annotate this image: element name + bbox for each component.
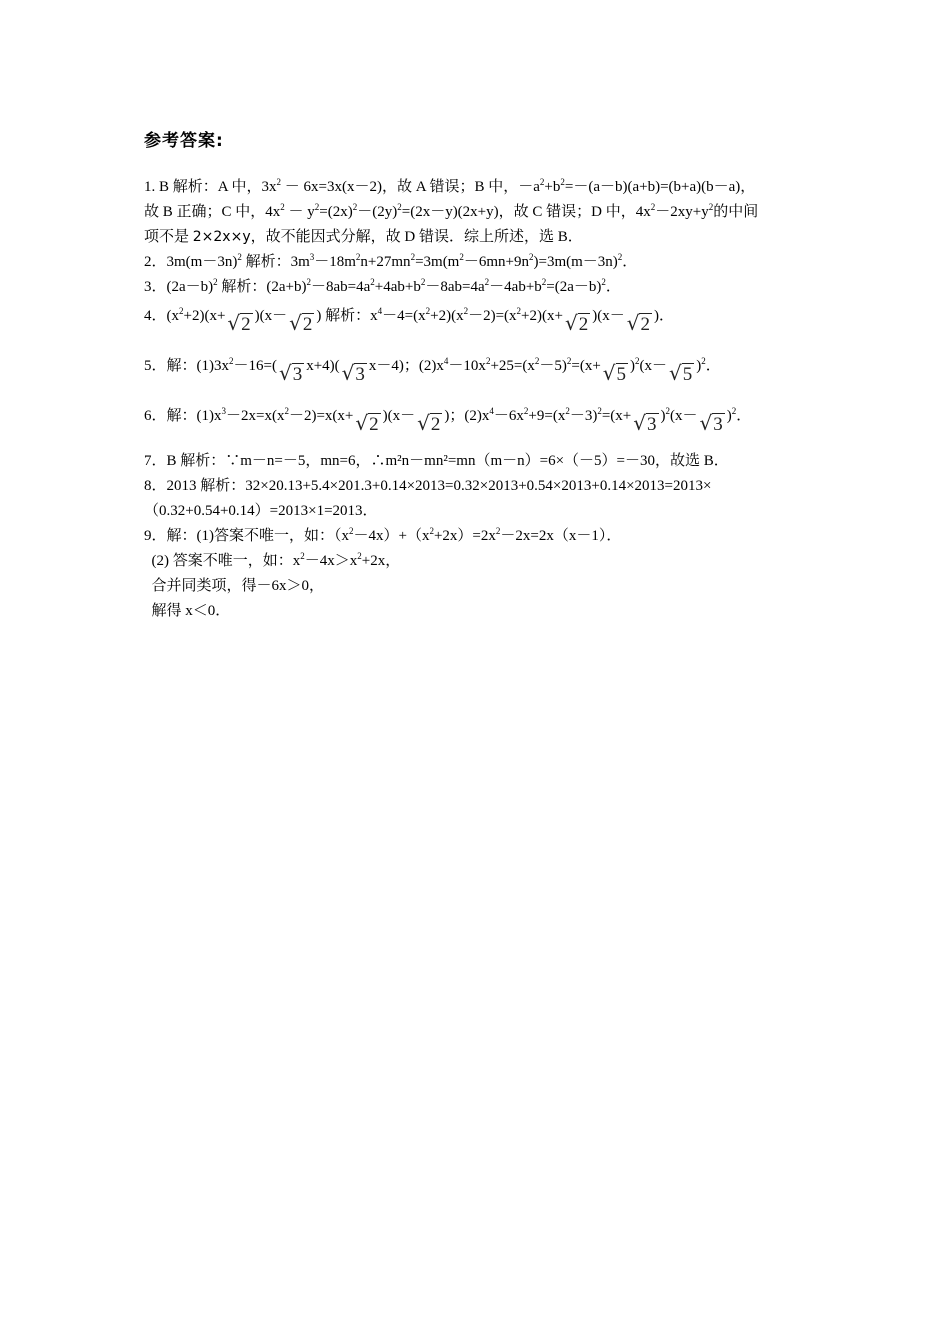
- exponent: 2: [284, 406, 289, 416]
- exponent: 2: [410, 252, 416, 262]
- exponent: 2: [314, 202, 320, 212]
- radicand: 2: [241, 314, 251, 335]
- text: ．: [736, 408, 752, 424]
- text: +25=(x: [490, 358, 535, 374]
- text: ): [696, 358, 702, 374]
- exponent: 3: [309, 252, 315, 262]
- radical-sign: √: [626, 311, 640, 335]
- text: =(x+: [571, 358, 601, 374]
- sqrt-3-icon: [342, 363, 367, 385]
- exponent: 2: [352, 202, 358, 212]
- text: 2．3m(m－3n): [144, 254, 238, 270]
- text: =－(a－b)(a+b)=(b+a)(b－a)，: [564, 179, 756, 195]
- text: －4=(x: [382, 308, 426, 324]
- text: 项不是: [144, 229, 193, 245]
- radical-sign: √: [564, 311, 578, 335]
- text: －8ab=4a: [425, 279, 485, 295]
- exponent: 2: [529, 252, 534, 262]
- exponent: 2: [665, 406, 670, 416]
- text: －5): [539, 358, 567, 374]
- answer-4: [144, 303, 674, 335]
- answer-6: [144, 403, 752, 435]
- text: 4．(x: [144, 308, 179, 324]
- text: ): [726, 408, 732, 424]
- exponent: 2: [429, 526, 434, 536]
- radicand: 5: [682, 364, 693, 385]
- text: )；(2)x: [444, 408, 490, 424]
- answer-8-line-2: （0.32+0.54+0.14）=2013×1=2013．: [144, 503, 378, 519]
- sqrt-2-icon: [355, 413, 380, 435]
- exponent: 2: [516, 306, 522, 316]
- radicand: 2: [640, 314, 650, 335]
- exponent: 2: [357, 551, 362, 561]
- exponent: 2: [495, 526, 501, 536]
- exponent: 2: [731, 406, 737, 416]
- text: － 6x=3x(x－2)，故 A 错误；B 中，－a: [281, 179, 540, 195]
- text: －8ab=4a: [311, 279, 371, 295]
- text: +b: [544, 179, 561, 195]
- text: ．: [705, 358, 721, 374]
- answer-9-step-1: 合并同类项，得－6x＞0，: [144, 578, 325, 594]
- exponent: 2: [708, 202, 714, 212]
- text: x+4)(: [306, 358, 340, 374]
- text: － y: [284, 204, 315, 220]
- sqrt-5-icon: [603, 363, 628, 385]
- radical-sign: √: [602, 361, 616, 385]
- radical-sign: √: [355, 411, 369, 435]
- sqrt-2-icon: [627, 313, 652, 335]
- answer-9-part-1: [144, 526, 621, 546]
- text: +4ab+b: [374, 279, 421, 295]
- text: ．: [622, 254, 638, 270]
- sqrt-2-icon: [227, 313, 252, 335]
- text: )(x－: [592, 308, 625, 324]
- answer-1-line-3: [144, 227, 583, 247]
- sqrt-5-icon: [669, 363, 694, 385]
- radical-sign: √: [669, 361, 682, 385]
- text: －6x: [493, 408, 524, 424]
- radical-sign: √: [289, 311, 302, 335]
- exponent: 4: [489, 406, 494, 416]
- exponent: 2: [484, 277, 490, 287]
- exponent: 2: [523, 406, 529, 416]
- text: x－4)；(2)x: [368, 358, 444, 374]
- text: －4x）+（x: [353, 528, 430, 544]
- radicand: 2: [302, 314, 313, 335]
- text: )=3m(m－3n): [533, 254, 618, 270]
- radicand: 3: [355, 364, 365, 385]
- text: ): [630, 358, 636, 374]
- exponent: 2: [597, 406, 602, 416]
- text: －2x=x(x: [226, 408, 285, 424]
- text: +2)(x: [430, 308, 464, 324]
- exponent: 2: [349, 526, 354, 536]
- exponent: 2: [617, 252, 623, 262]
- radicand: 3: [647, 414, 657, 435]
- radicand: 3: [292, 364, 303, 385]
- exponent: 2: [420, 277, 426, 287]
- text: 故 B 正确；C 中，4x: [144, 204, 281, 220]
- text: 5．解：(1)3x: [144, 358, 229, 374]
- text: 3．(2a－b): [144, 279, 214, 295]
- exponent: 2: [280, 202, 285, 212]
- page-title: 参考答案:: [144, 131, 224, 151]
- text: ) 解析：x: [316, 308, 378, 324]
- exponent: 2: [229, 356, 234, 366]
- exponent: 2: [701, 356, 706, 366]
- answer-1-line-2: [144, 202, 758, 222]
- text: =(2a－b): [546, 279, 602, 295]
- exponent: 2: [300, 551, 305, 561]
- exponent: 2: [566, 356, 572, 366]
- text: 9．解：(1)答案不唯一，如：（x: [144, 528, 349, 544]
- radical-sign: √: [341, 361, 355, 385]
- text: 的中间: [713, 204, 759, 220]
- answer-1-line-1: [144, 177, 755, 197]
- text: =(x+: [601, 408, 632, 424]
- text: 2×2x×y: [192, 229, 251, 245]
- exponent: 2: [539, 177, 545, 187]
- sqrt-2-icon: [289, 313, 314, 335]
- text: 解析：3m: [241, 254, 310, 270]
- exponent: 2: [635, 356, 640, 366]
- exponent: 2: [179, 306, 184, 316]
- radical-sign: √: [699, 411, 713, 435]
- radical-sign: √: [278, 361, 292, 385]
- text: =(2x): [319, 204, 353, 220]
- answer-3: [144, 277, 621, 297]
- exponent: 2: [370, 277, 375, 287]
- radicand: 3: [713, 414, 723, 435]
- text: 解析：(2a+b): [217, 279, 307, 295]
- exponent: 3: [221, 406, 226, 416]
- answer-2: [144, 252, 637, 272]
- text: 1. B 解析：A 中，3x: [144, 179, 277, 195]
- text: +2x）=2x: [433, 528, 496, 544]
- exponent: 2: [601, 277, 606, 287]
- text: －4ab+b: [489, 279, 542, 295]
- sqrt-3-icon: [633, 413, 658, 435]
- text: ，故不能因式分解，故 D 错误．综上所述，选 B．: [250, 229, 583, 245]
- text: (x－: [670, 408, 698, 424]
- answer-7: 7．B 解析：∵m－n=－5，mn=6，∴m²n－mn²=mn（m－n）=6×（－5）=－30，故选 B．: [144, 453, 729, 469]
- radicand: 2: [430, 414, 441, 435]
- text: －3): [569, 408, 598, 424]
- exponent: 2: [485, 356, 491, 366]
- text: －2xy+y: [655, 204, 709, 220]
- text: 6．解：(1)x: [144, 408, 222, 424]
- text: －2)=(x: [468, 308, 517, 324]
- text: －6mn+9n: [463, 254, 529, 270]
- answer-9-step-2: 解得 x＜0．: [144, 603, 231, 619]
- exponent: 4: [443, 356, 449, 366]
- exponent: 2: [213, 277, 218, 287]
- exponent: 2: [355, 252, 361, 262]
- text: －2x=2x（x－1）．: [500, 528, 622, 544]
- sqrt-2-icon: [565, 313, 590, 335]
- text: =3m(m: [415, 254, 460, 270]
- text: ．: [605, 279, 621, 295]
- exponent: 2: [650, 202, 656, 212]
- exponent: 2: [425, 306, 431, 316]
- exponent: 2: [276, 177, 282, 187]
- text: (x－: [639, 358, 668, 374]
- text: )(x－: [254, 308, 288, 324]
- exponent: 2: [459, 252, 464, 262]
- exponent: 2: [541, 277, 547, 287]
- exponent: 2: [463, 306, 469, 316]
- text: )．: [653, 308, 674, 324]
- sqrt-3-icon: [700, 413, 725, 435]
- exponent: 2: [237, 252, 242, 262]
- text: +9=(x: [528, 408, 566, 424]
- text: =(2x－y)(2x+y)，故 C 错误；D 中，4x: [401, 204, 651, 220]
- text: －18m: [314, 254, 356, 270]
- radical-sign: √: [227, 311, 241, 335]
- radicand: 5: [616, 364, 627, 385]
- answer-8-line-1: 8．2013 解析：32×20.13+5.4×201.3+0.14×2013=0.32×2013+0.54×2013+0.14×2013=2013×: [144, 478, 712, 494]
- text: +2)(x+: [521, 308, 563, 324]
- radicand: 2: [578, 314, 589, 335]
- answer-9-part-2: [144, 551, 400, 571]
- radicand: 2: [369, 414, 379, 435]
- exponent: 2: [560, 177, 565, 187]
- exponent: 2: [306, 277, 312, 287]
- exponent: 2: [534, 356, 540, 366]
- text: )(x－: [382, 408, 416, 424]
- radical-sign: √: [633, 411, 646, 435]
- sqrt-2-icon: [417, 413, 442, 435]
- exponent: 2: [397, 202, 402, 212]
- text: －4x＞x: [304, 553, 358, 569]
- answer-5: [144, 353, 721, 385]
- text: －2)=x(x+: [288, 408, 354, 424]
- sqrt-3-icon: [279, 363, 304, 385]
- text: －16=(: [233, 358, 277, 374]
- exponent: 4: [377, 306, 383, 316]
- text: n+27mn: [360, 254, 411, 270]
- exponent: 2: [565, 406, 570, 416]
- text: +2x，: [361, 553, 401, 569]
- text: ): [660, 408, 666, 424]
- text: +2)(x+: [183, 308, 226, 324]
- text: (2) 答案不唯一，如：x: [144, 553, 301, 569]
- text: －10x: [448, 358, 486, 374]
- text: －(2y): [357, 204, 398, 220]
- radical-sign: √: [417, 411, 430, 435]
